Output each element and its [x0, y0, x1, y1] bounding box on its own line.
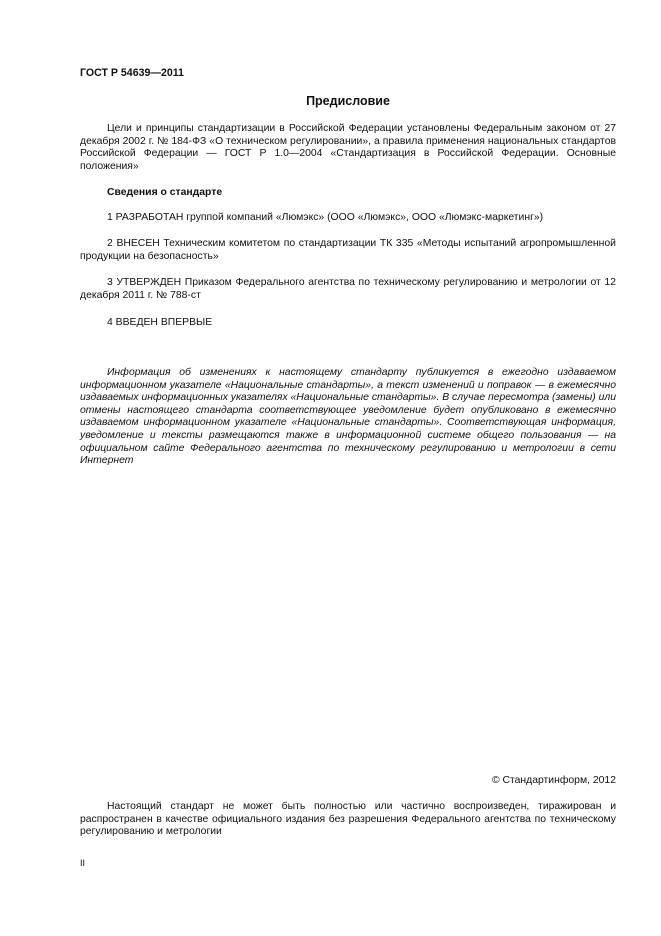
standard-id-header: ГОСТ Р 54639—2011 [80, 67, 184, 79]
list-item-approved: 3 УТВЕРЖДЕН Приказом Федерального агентства по техническому регулированию и метрологии от 12 декабря 2011 г. № 788-ст [80, 277, 616, 301]
copyright-line: © Стандартинформ, 2012 [491, 775, 616, 786]
info-heading: Сведения о стандарте [107, 187, 223, 198]
list-item-introduced: 2 ВНЕСЕН Техническим комитетом по стандартизации ТК 335 «Методы испытаний агропромышленной продукции на безопасность» [80, 238, 616, 262]
reproduction-notice: Настоящий стандарт не может быть полностью или частично воспроизведен, тиражирован и распространен в качестве официального издания без разрешения Федерального агентства по техническому регулированию и метрологии [80, 801, 616, 838]
list-item-developed: 1 РАЗРАБОТАН группой компаний «Люмэкс» (ООО «Люмэкс», ООО «Люмэкс-маркетинг») [107, 212, 544, 223]
intro-paragraph: Цели и принципы стандартизации в Российской Федерации установлены Федеральным законом от 27 декабря 2002 г. № 184-ФЗ «О техническом регулировании», а правила применения национальных стандартов Российской Федерации — ГОСТ Р 1.0—2004 «Стандартизация в Российской Федерации. Основные положения» [80, 123, 616, 172]
page-number: II [80, 858, 86, 868]
changes-info-paragraph: Информация об изменениях к настоящему стандарту публикуется в ежегодно издаваемом информационном указателе «Национальные стандарты», а текст изменений и поправок — в ежемесячно издаваемых информационных указателях «Национальные стандарты». В случае пересмотра (замены) или отмены настоящего стандарта соответствующее уведомление будет опубликовано в ежемесячно издаваемом информационном указателе «Национальные стандарты». Соответствующая информация, уведомление и тексты размещаются также в информационной системе общего пользования — на официальном сайте Федерального агентства по техническому регулированию и метрологии в сети Интернет [80, 367, 616, 467]
list-item-first-introduced: 4 ВВЕДЕН ВПЕРВЫЕ [107, 317, 213, 328]
page-title: Предисловие [306, 94, 390, 108]
